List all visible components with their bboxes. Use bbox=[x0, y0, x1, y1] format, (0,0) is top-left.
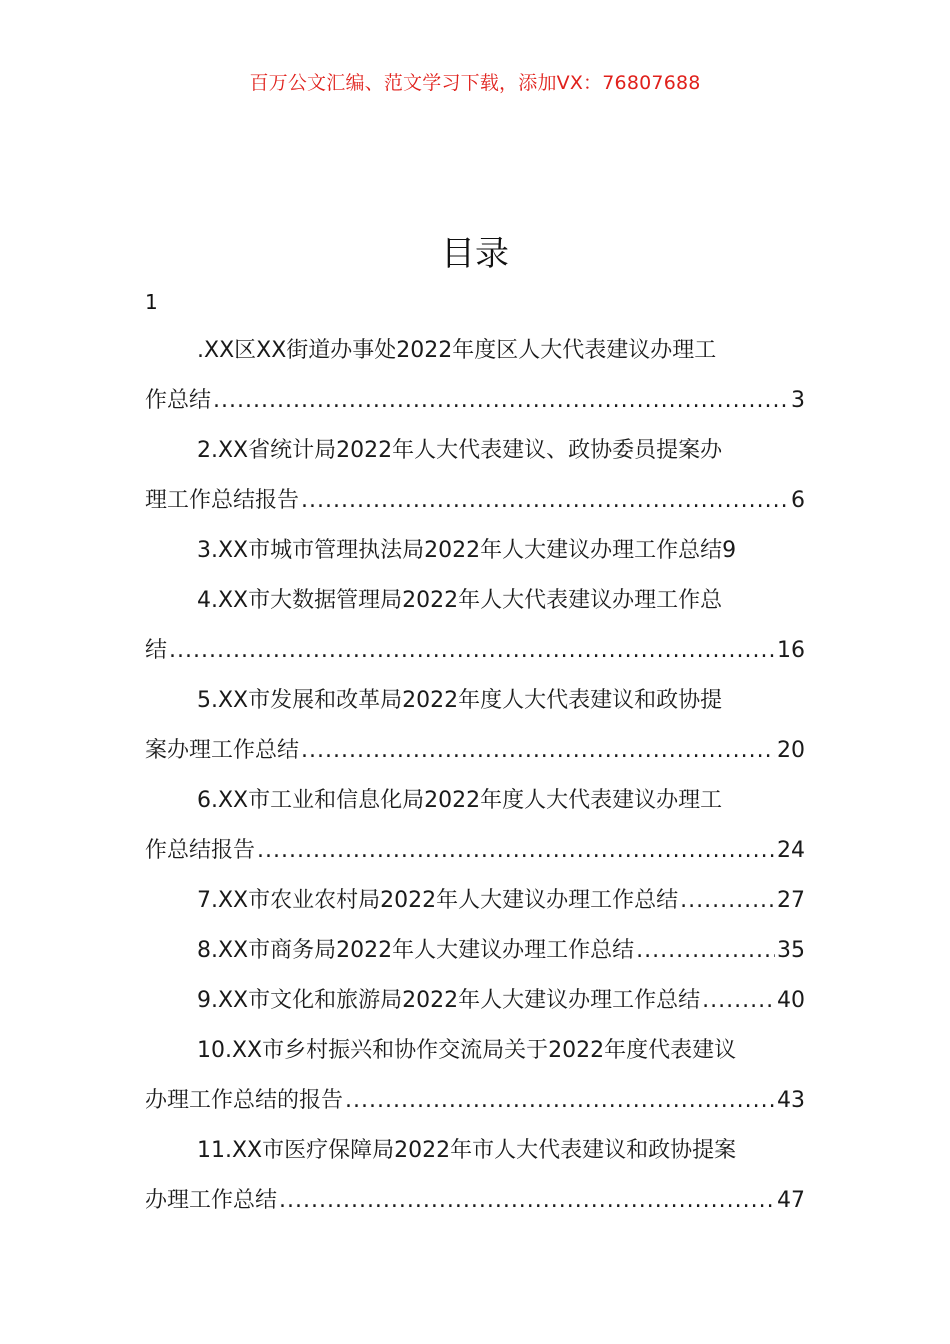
toc-page-number: 35 bbox=[777, 938, 805, 963]
toc-entry-title-line2: 作总结 bbox=[145, 388, 212, 413]
toc-entry-9[interactable] bbox=[145, 976, 805, 1026]
toc-page-number: 40 bbox=[777, 988, 805, 1013]
header-note: 百万公文汇编、范文学习下载，添加VX：76807688 bbox=[249, 72, 701, 94]
toc-entry-title-line1: 6.XX市工业和信息化局2022年度人大代表建议办理工 bbox=[197, 788, 723, 813]
toc-page-number: 27 bbox=[777, 888, 805, 913]
toc-entry-3[interactable] bbox=[145, 526, 805, 576]
dot-leader bbox=[345, 1076, 775, 1126]
toc-page-number: 9 bbox=[722, 538, 737, 563]
dot-leader bbox=[213, 376, 789, 426]
toc-entry-10[interactable] bbox=[145, 1026, 805, 1126]
toc-entry-title-line2: 理工作总结报告 bbox=[145, 488, 300, 513]
dot-leader bbox=[680, 876, 775, 926]
toc-lead-number: 1 bbox=[145, 290, 158, 314]
toc-entry-title-line2: 结 bbox=[145, 638, 168, 663]
toc-entry-11[interactable] bbox=[145, 1126, 805, 1226]
toc-entry-6[interactable] bbox=[145, 776, 805, 876]
dot-leader bbox=[301, 726, 775, 776]
toc-entry-5[interactable] bbox=[145, 676, 805, 776]
toc-page-number: 6 bbox=[791, 488, 805, 513]
dot-leader bbox=[169, 626, 775, 676]
toc-entry-title-line2: 案办理工作总结 bbox=[145, 738, 300, 763]
toc-page-number: 16 bbox=[777, 638, 805, 663]
toc-entry-7[interactable] bbox=[145, 876, 805, 926]
toc-entry-title-line2: 办理工作总结 bbox=[145, 1188, 278, 1213]
toc-page-number: 24 bbox=[777, 838, 805, 863]
toc-entry-title: 7.XX市农业农村局2022年人大建议办理工作总结 bbox=[197, 888, 679, 913]
toc-page-number: 20 bbox=[777, 738, 805, 763]
toc-entry-4[interactable] bbox=[145, 576, 805, 676]
toc-page-number: 47 bbox=[777, 1188, 805, 1213]
toc-entry-title-line2: 办理工作总结的报告 bbox=[145, 1088, 344, 1113]
toc-entry-2[interactable] bbox=[145, 426, 805, 526]
toc-page-number: 43 bbox=[777, 1088, 805, 1113]
toc-entry-title-line1: 10.XX市乡村振兴和协作交流局关于2022年度代表建议 bbox=[197, 1038, 737, 1063]
toc-entry-8[interactable] bbox=[145, 926, 805, 976]
toc-entry-title: 9.XX市文化和旅游局2022年人大建议办理工作总结 bbox=[197, 988, 701, 1013]
toc-title: 目录 bbox=[441, 234, 509, 274]
dot-leader bbox=[636, 926, 775, 976]
toc-entry-title-line1: .XX区XX街道办事处2022年度区人大代表建议办理工 bbox=[197, 338, 717, 363]
toc-entry-title-line2: 作总结报告 bbox=[145, 838, 256, 863]
toc-entry-title: 3.XX市城市管理执法局2022年人大建议办理工作总结 bbox=[197, 538, 723, 563]
toc-entry-title-line1: 4.XX市大数据管理局2022年人大代表建议办理工作总 bbox=[197, 588, 723, 613]
toc-entry-title: 8.XX市商务局2022年人大建议办理工作总结 bbox=[197, 938, 635, 963]
toc-page-number: 3 bbox=[791, 388, 805, 413]
toc-entry-title-line1: 5.XX市发展和改革局2022年度人大代表建议和政协提 bbox=[197, 688, 723, 713]
dot-leader bbox=[702, 976, 775, 1026]
dot-leader bbox=[301, 476, 789, 526]
toc-entry-1[interactable] bbox=[145, 326, 805, 426]
toc-entry-title-line1: 2.XX省统计局2022年人大代表建议、政协委员提案办 bbox=[197, 438, 723, 463]
dot-leader bbox=[257, 826, 775, 876]
toc-entry-title-line1: 11.XX市医疗保障局2022年市人大代表建议和政协提案 bbox=[197, 1138, 737, 1163]
table-of-contents bbox=[145, 326, 805, 1226]
dot-leader bbox=[279, 1176, 775, 1226]
